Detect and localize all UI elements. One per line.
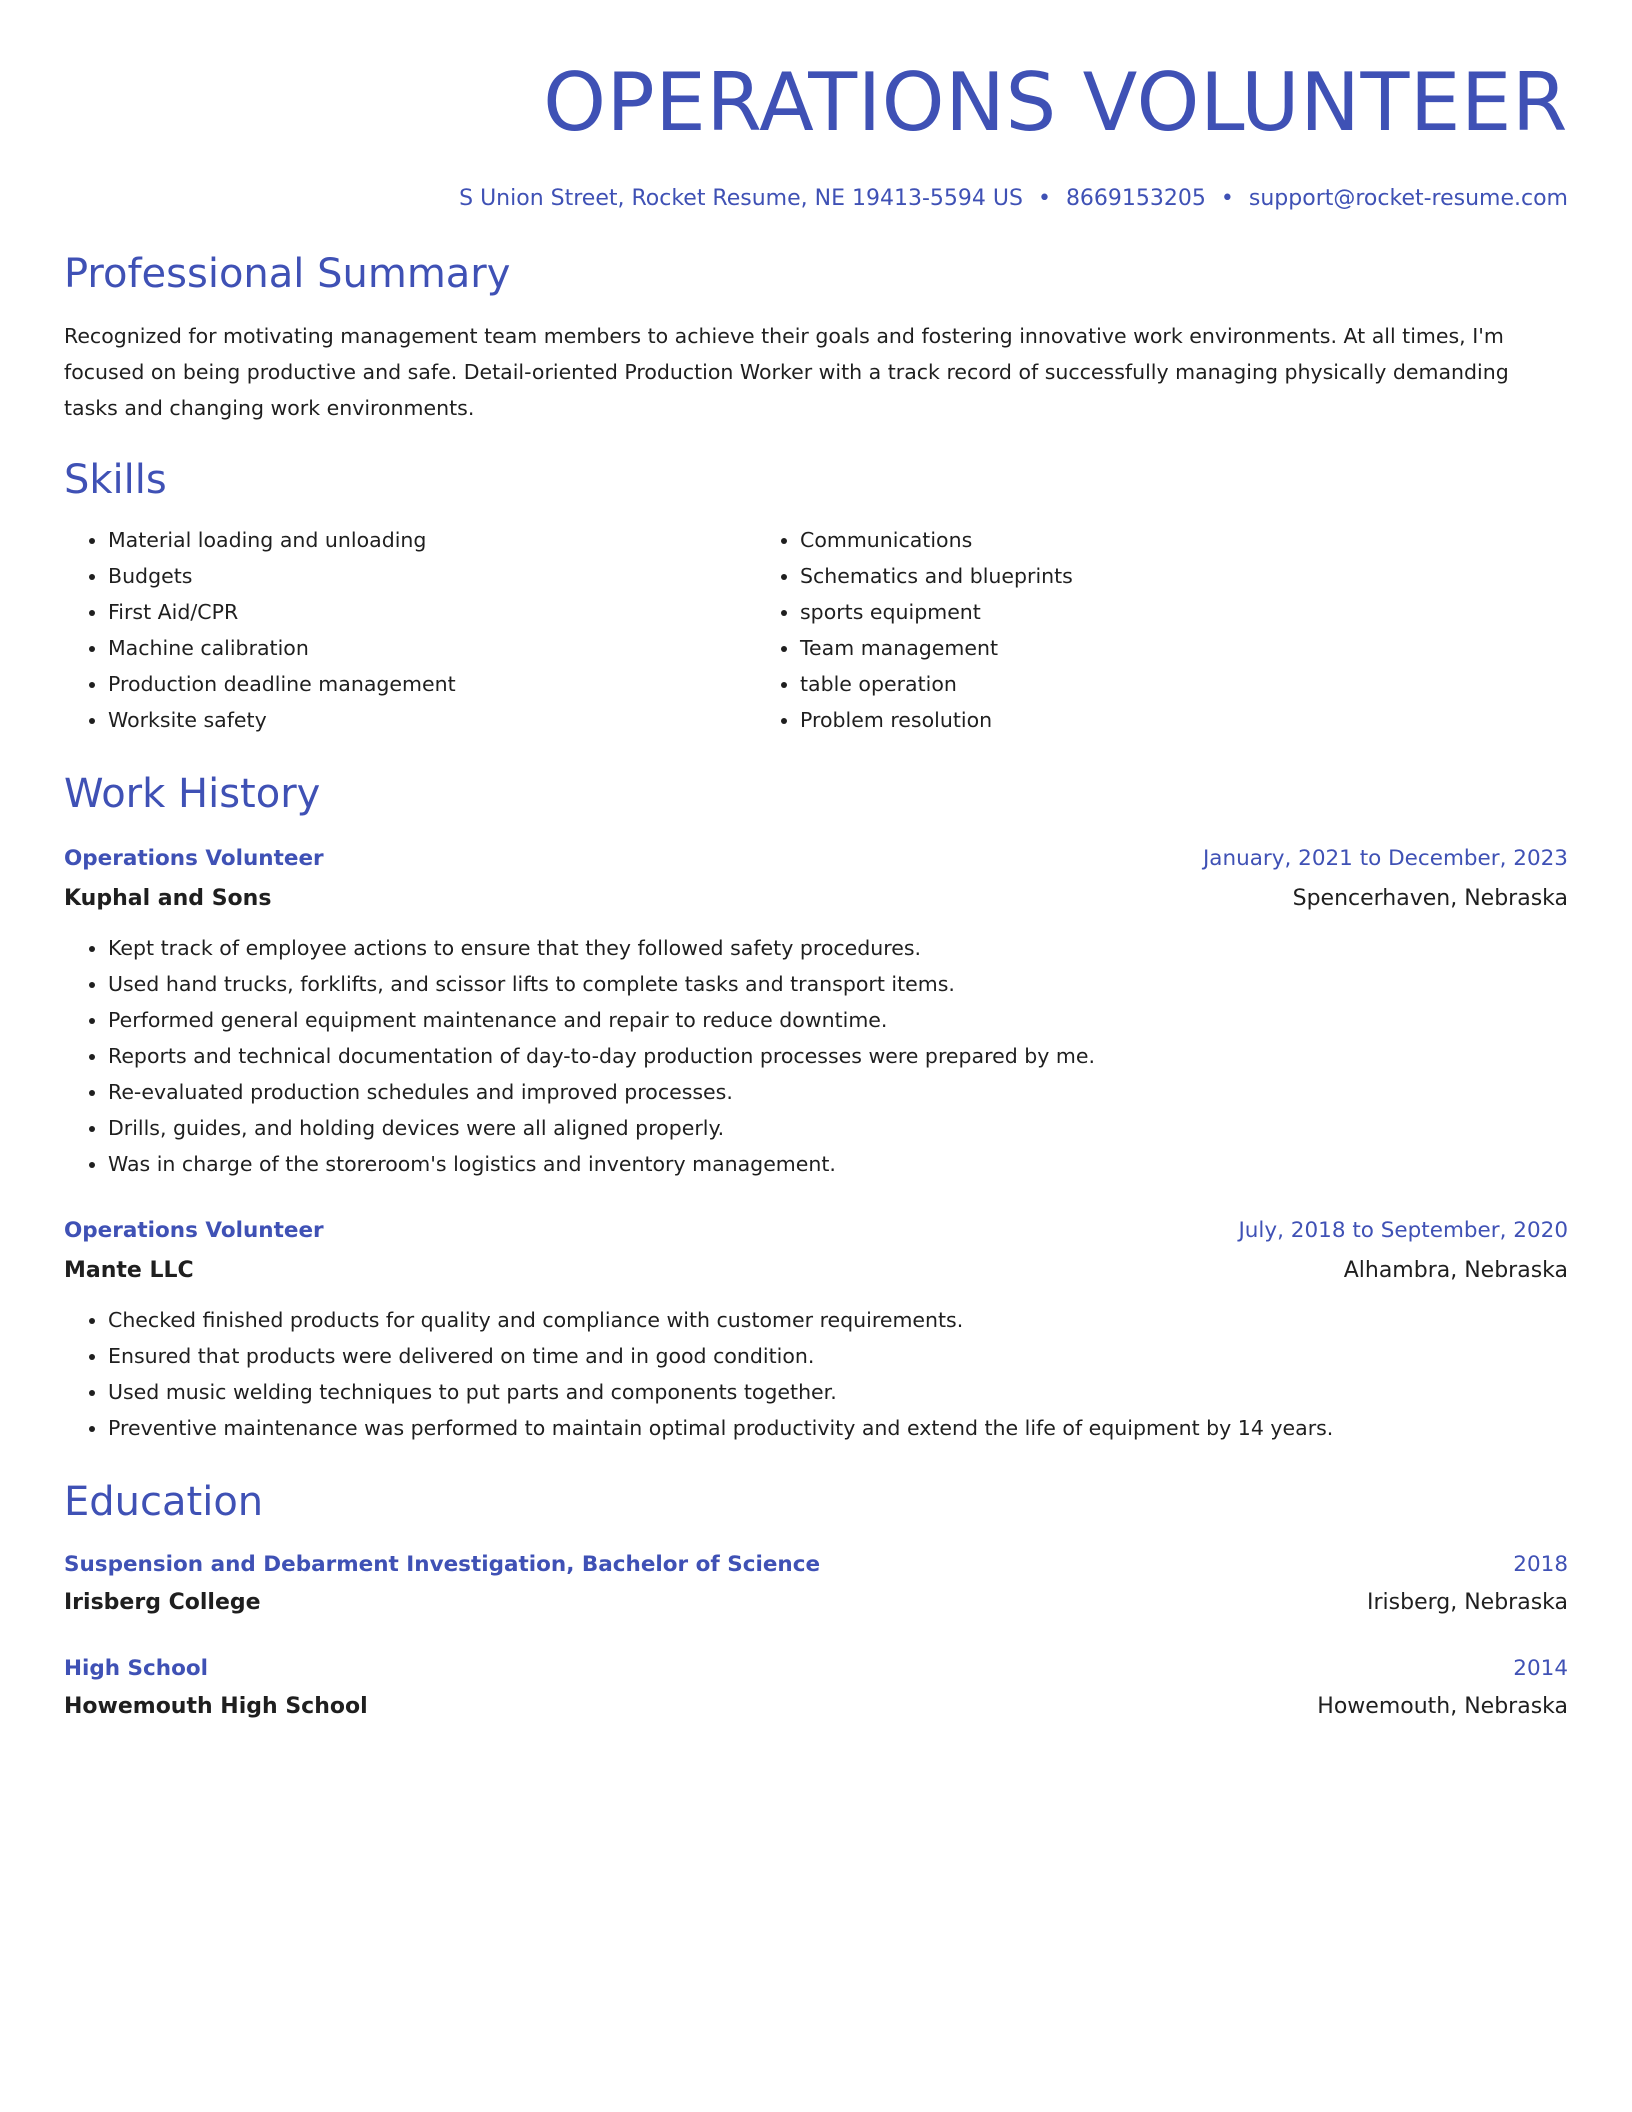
job-bullet: • Reports and technical documentation of day-to-day production processes were prepared by me. [108, 1038, 1568, 1074]
job-role: Operations Volunteer [64, 846, 324, 871]
summary-text: Recognized for motivating management team members to achieve their goals and fostering innovative work environments. At all times, I'm focused on being productive and safe. Detail-oriented Production Worker with a track record of successfully managing physically demanding tasks and changing work environments. [64, 324, 1509, 420]
education-location: Howemouth, Nebraska [1317, 1694, 1568, 1719]
education-degree: Suspension and Debarment Investigation, Bachelor of Science [64, 1552, 821, 1577]
address: S Union Street, Rocket Resume, NE 19413-5594 US [459, 186, 1023, 211]
job-bullet: • Re-evaluated production schedules and improved processes. [108, 1074, 1568, 1110]
skill-item: • Communications [800, 522, 1448, 558]
section-title-summary: Professional Summary [64, 251, 511, 297]
section-title-skills: Skills [64, 457, 167, 503]
job-company: Mante LLC [64, 1258, 194, 1283]
job-bullet: • Used hand trucks, forklifts, and scissor lifts to complete tasks and transport items. [108, 966, 1568, 1002]
job-bullet: • Ensured that products were delivered on time and in good condition. [108, 1338, 1568, 1374]
education-school-row [64, 1690, 1568, 1724]
skill-item: • Budgets [108, 558, 756, 594]
job-bullet: • Used music welding techniques to put parts and components together. [108, 1374, 1568, 1410]
job-dates: January, 2021 to December, 2023 [1202, 846, 1568, 871]
skill-item: • Machine calibration [108, 630, 756, 666]
job-bullet: • Kept track of employee actions to ensure that they followed safety procedures. [108, 930, 1568, 966]
job-header-row [64, 842, 1568, 876]
education-school: Howemouth High School [64, 1694, 368, 1719]
job-company-row [64, 882, 1568, 916]
section-title-education: Education [64, 1479, 264, 1525]
skill-item: • Material loading and unloading [108, 522, 756, 558]
job-dates: July, 2018 to September, 2020 [1238, 1218, 1568, 1243]
job-header-row [64, 1214, 1568, 1248]
skills-column-right [756, 522, 1448, 738]
education-school: Irisberg College [64, 1590, 261, 1615]
skill-item: • Team management [800, 630, 1448, 666]
education-entry [64, 1548, 1568, 1620]
skill-item: • Production deadline management [108, 666, 756, 702]
applicant-title: OPERATIONS VOLUNTEER [543, 56, 1568, 149]
education-entry [64, 1652, 1568, 1724]
education-header-row [64, 1548, 1568, 1582]
email-link[interactable]: support@rocket-resume.com [1248, 186, 1568, 211]
resume-header [64, 48, 1568, 214]
job-bullet: • Preventive maintenance was performed to maintain optimal productivity and extend the life of equipment by 14 years. [108, 1410, 1568, 1446]
job-company: Kuphal and Sons [64, 886, 272, 911]
education-header-row [64, 1652, 1568, 1686]
job-role: Operations Volunteer [64, 1218, 324, 1243]
education-location: Irisberg, Nebraska [1367, 1590, 1568, 1615]
contact-line [64, 184, 1568, 214]
skill-item: • Problem resolution [800, 702, 1448, 738]
job-bullet: • Checked finished products for quality and compliance with customer requirements. [108, 1302, 1568, 1338]
job-entry [64, 1214, 1568, 1446]
job-bullet: • Was in charge of the storeroom's logistics and inventory management. [108, 1146, 1568, 1182]
job-bullets [64, 930, 1568, 1182]
education-year: 2014 [1513, 1656, 1568, 1681]
job-bullet: • Performed general equipment maintenance and repair to reduce downtime. [108, 1002, 1568, 1038]
separator-dot: • [1037, 186, 1051, 211]
section-title-work-history: Work History [64, 771, 321, 817]
job-bullets [64, 1302, 1568, 1446]
education-school-row [64, 1586, 1568, 1620]
job-company-row [64, 1254, 1568, 1288]
skill-item: • sports equipment [800, 594, 1448, 630]
job-entry [64, 842, 1568, 1182]
education-year: 2018 [1513, 1552, 1568, 1577]
job-location: Alhambra, Nebraska [1343, 1258, 1568, 1283]
job-location: Spencerhaven, Nebraska [1292, 886, 1568, 911]
skill-item: • Worksite safety [108, 702, 756, 738]
skill-item: • Schematics and blueprints [800, 558, 1448, 594]
phone: 8669153205 [1065, 186, 1206, 211]
job-bullet: • Drills, guides, and holding devices were all aligned properly. [108, 1110, 1568, 1146]
skill-item: • table operation [800, 666, 1448, 702]
skills-column-left [64, 522, 756, 738]
skills-list [64, 522, 1568, 738]
separator-dot: • [1220, 186, 1234, 211]
skill-item: • First Aid/CPR [108, 594, 756, 630]
education-degree: High School [64, 1656, 208, 1681]
